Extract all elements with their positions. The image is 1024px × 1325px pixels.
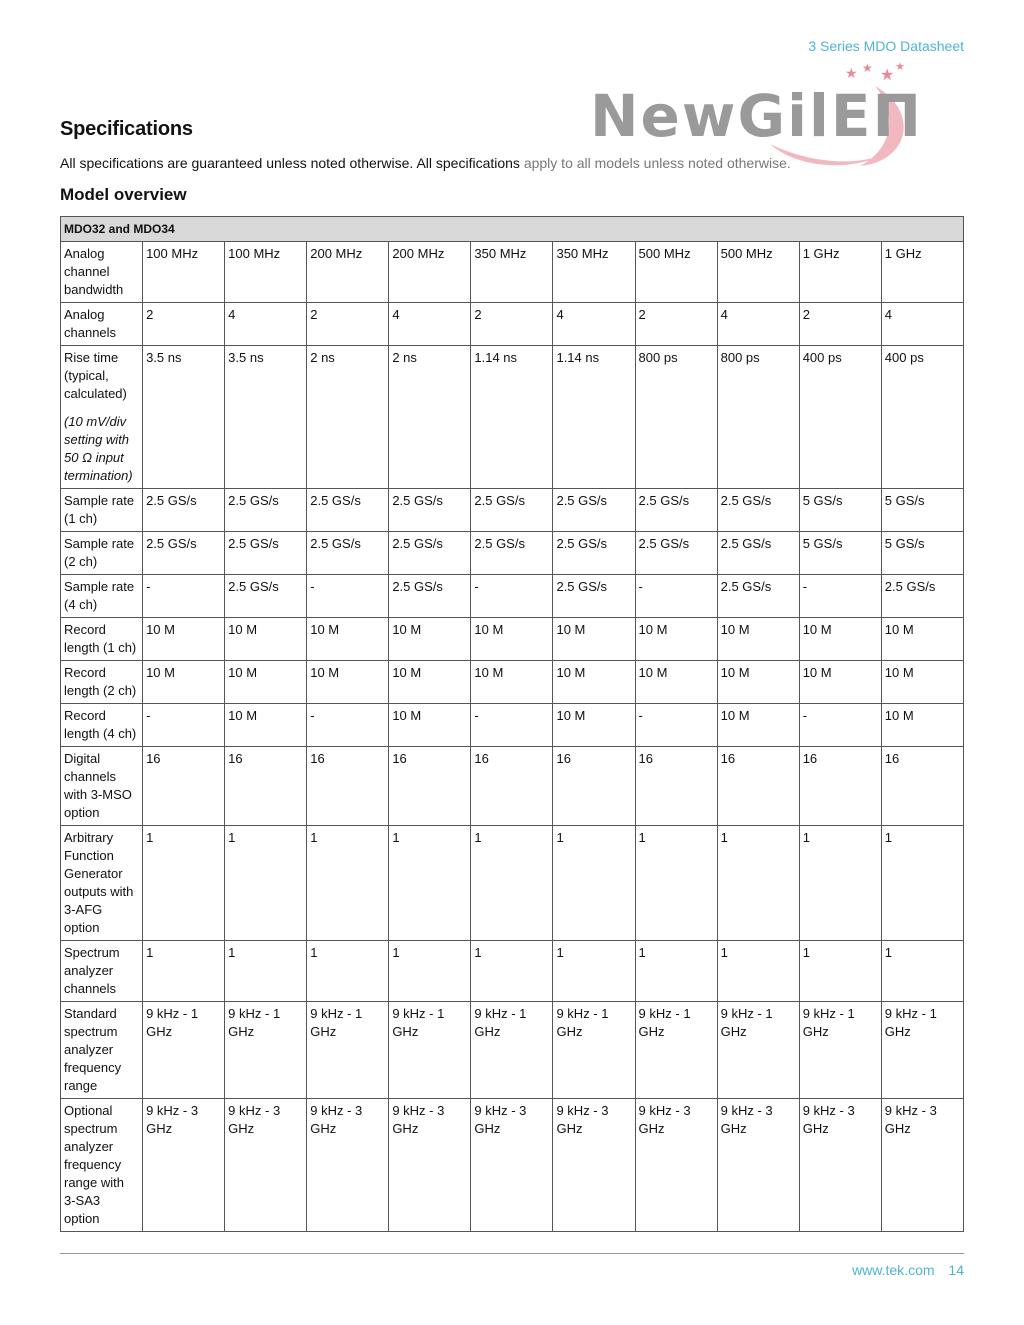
table-cell: 9 kHz - 3 GHz	[881, 1099, 963, 1232]
table-cell: 1	[389, 826, 471, 941]
table-cell: 1	[717, 941, 799, 1002]
table-cell: 9 kHz - 3 GHz	[471, 1099, 553, 1232]
table-cell: 1	[881, 941, 963, 1002]
row-label	[61, 704, 143, 747]
table-cell: 3.5 ns	[143, 346, 225, 489]
page-footer	[852, 1262, 964, 1278]
table-cell: 2.5 GS/s	[635, 532, 717, 575]
table-cell: 10 M	[635, 661, 717, 704]
table-cell: 2.5 GS/s	[389, 489, 471, 532]
subsection-title: Model overview	[60, 185, 187, 204]
table-cell: 1	[307, 941, 389, 1002]
table-row	[61, 242, 964, 303]
table-cell: 800 ps	[635, 346, 717, 489]
table-cell: -	[799, 704, 881, 747]
table-cell: 10 M	[717, 618, 799, 661]
table-row	[61, 1002, 964, 1099]
table-cell: 5 GS/s	[881, 532, 963, 575]
intro-text	[60, 155, 791, 171]
table-cell: 9 kHz - 1 GHz	[143, 1002, 225, 1099]
table-cell: 4	[717, 303, 799, 346]
table-cell: 9 kHz - 3 GHz	[717, 1099, 799, 1232]
row-label-text: Optional spectrum analyzer frequency range with 3-SA3 option	[64, 1103, 124, 1226]
row-label	[61, 747, 143, 826]
table-cell: 5 GS/s	[799, 532, 881, 575]
table-cell: 1	[553, 941, 635, 1002]
row-label-text: Record length (2 ch)	[64, 665, 137, 698]
table-cell: 350 MHz	[553, 242, 635, 303]
row-label-text: Record length (4 ch)	[64, 708, 137, 741]
table-cell: 2.5 GS/s	[553, 489, 635, 532]
table-cell: 500 MHz	[717, 242, 799, 303]
table-cell: 1.14 ns	[553, 346, 635, 489]
table-cell: 9 kHz - 1 GHz	[881, 1002, 963, 1099]
table-cell: 1	[553, 826, 635, 941]
table-cell: 9 kHz - 1 GHz	[225, 1002, 307, 1099]
table-cell: 1 GHz	[799, 242, 881, 303]
table-cell: 4	[389, 303, 471, 346]
table-cell: 10 M	[143, 661, 225, 704]
table-cell: 10 M	[143, 618, 225, 661]
table-cell: 100 MHz	[143, 242, 225, 303]
table-cell: 2.5 GS/s	[471, 532, 553, 575]
table-cell: 10 M	[635, 618, 717, 661]
row-label	[61, 1002, 143, 1099]
table-cell: 10 M	[225, 704, 307, 747]
table-cell: -	[143, 704, 225, 747]
row-label-note: (10 mV/div setting with 50 Ω input termination)	[64, 414, 133, 483]
row-label-text: Digital channels with 3-MSO option	[64, 751, 132, 820]
row-label-text: Arbitrary Function Generator outputs with 3-AFG option	[64, 830, 134, 935]
table-cell: 10 M	[799, 661, 881, 704]
row-label-text: Spectrum analyzer channels	[64, 945, 120, 996]
table-cell: 1	[635, 826, 717, 941]
table-cell: 1	[881, 826, 963, 941]
table-cell: 9 kHz - 1 GHz	[717, 1002, 799, 1099]
table-cell: 9 kHz - 3 GHz	[143, 1099, 225, 1232]
table-cell: 10 M	[389, 704, 471, 747]
table-cell: 1	[799, 941, 881, 1002]
table-cell: -	[307, 575, 389, 618]
table-cell: 16	[471, 747, 553, 826]
row-label	[61, 242, 143, 303]
table-cell: 16	[635, 747, 717, 826]
table-cell: 2 ns	[389, 346, 471, 489]
table-group-header: MDO32 and MDO34	[61, 217, 964, 242]
table-cell: 10 M	[553, 618, 635, 661]
table-cell: 2 ns	[307, 346, 389, 489]
row-label	[61, 575, 143, 618]
svg-text:★: ★	[880, 65, 895, 84]
table-body	[61, 242, 964, 1232]
row-label	[61, 1099, 143, 1232]
table-cell: 1	[307, 826, 389, 941]
table-cell: 16	[307, 747, 389, 826]
table-cell: 1	[717, 826, 799, 941]
svg-text:★: ★	[845, 66, 858, 82]
table-cell: 10 M	[471, 661, 553, 704]
table-cell: 5 GS/s	[881, 489, 963, 532]
row-label	[61, 826, 143, 941]
table-cell: 1	[225, 826, 307, 941]
row-label	[61, 489, 143, 532]
page-number: 14	[948, 1262, 964, 1278]
row-label-text: Sample rate (2 ch)	[64, 536, 135, 569]
table-cell: 9 kHz - 1 GHz	[307, 1002, 389, 1099]
table-row	[61, 704, 964, 747]
row-label-text: Analog channels	[64, 307, 117, 340]
table-cell: 2.5 GS/s	[881, 575, 963, 618]
model-overview-table	[60, 216, 964, 1232]
table-row	[61, 826, 964, 941]
table-cell: 2	[143, 303, 225, 346]
table-cell: 9 kHz - 3 GHz	[799, 1099, 881, 1232]
table-cell: 2	[799, 303, 881, 346]
table-cell: 2.5 GS/s	[225, 575, 307, 618]
table-cell: 16	[225, 747, 307, 826]
table-cell: 9 kHz - 3 GHz	[225, 1099, 307, 1232]
table-cell: 200 MHz	[307, 242, 389, 303]
table-cell: 1	[225, 941, 307, 1002]
table-cell: 2.5 GS/s	[717, 532, 799, 575]
table-cell: 10 M	[225, 661, 307, 704]
intro-text-grey: apply to all models unless noted otherwise.	[519, 155, 791, 171]
table-cell: 1	[389, 941, 471, 1002]
table-cell: 1	[799, 826, 881, 941]
table-row	[61, 941, 964, 1002]
table-cell: 16	[389, 747, 471, 826]
table-cell: 9 kHz - 1 GHz	[799, 1002, 881, 1099]
table-cell: 800 ps	[717, 346, 799, 489]
table-cell: 2.5 GS/s	[553, 575, 635, 618]
table-cell: 10 M	[881, 618, 963, 661]
table-cell: 9 kHz - 1 GHz	[389, 1002, 471, 1099]
row-label-text: Sample rate (1 ch)	[64, 493, 135, 526]
table-cell: 2	[635, 303, 717, 346]
row-label	[61, 303, 143, 346]
table-cell: 16	[553, 747, 635, 826]
table-cell: 10 M	[717, 661, 799, 704]
row-label-text: Rise time (typical, calculated)	[64, 350, 127, 401]
table-cell: 100 MHz	[225, 242, 307, 303]
table-cell: 1	[471, 941, 553, 1002]
table-cell: 400 ps	[881, 346, 963, 489]
row-label-text: Sample rate (4 ch)	[64, 579, 135, 612]
table-cell: 1.14 ns	[471, 346, 553, 489]
table-cell: 2.5 GS/s	[225, 489, 307, 532]
table-cell: 500 MHz	[635, 242, 717, 303]
row-label	[61, 532, 143, 575]
table-cell: 2.5 GS/s	[389, 532, 471, 575]
row-label	[61, 346, 143, 489]
table-cell: 10 M	[881, 661, 963, 704]
table-cell: 2.5 GS/s	[307, 489, 389, 532]
table-cell: 9 kHz - 1 GHz	[635, 1002, 717, 1099]
table-row	[61, 661, 964, 704]
table-cell: 350 MHz	[471, 242, 553, 303]
table-cell: 16	[717, 747, 799, 826]
table-row	[61, 532, 964, 575]
table-row	[61, 575, 964, 618]
table-cell: 2.5 GS/s	[635, 489, 717, 532]
table-cell: 9 kHz - 3 GHz	[389, 1099, 471, 1232]
table-cell: 4	[553, 303, 635, 346]
table-cell: 2.5 GS/s	[307, 532, 389, 575]
table-cell: -	[307, 704, 389, 747]
section-title: Specifications	[60, 118, 193, 140]
table-cell: 2.5 GS/s	[717, 489, 799, 532]
watermark-logo	[590, 56, 940, 166]
table-cell: 16	[881, 747, 963, 826]
table-row	[61, 747, 964, 826]
table-cell: 10 M	[553, 704, 635, 747]
table-cell: 2	[307, 303, 389, 346]
row-label	[61, 941, 143, 1002]
table-row	[61, 346, 964, 489]
table-cell: 1	[143, 826, 225, 941]
table-cell: 9 kHz - 1 GHz	[471, 1002, 553, 1099]
row-label-text: Standard spectrum analyzer frequency range	[64, 1006, 122, 1093]
table-cell: 2.5 GS/s	[389, 575, 471, 618]
table-cell: 10 M	[389, 661, 471, 704]
table-cell: 10 M	[717, 704, 799, 747]
svg-text:★: ★	[895, 60, 905, 73]
table-cell: 2.5 GS/s	[143, 532, 225, 575]
table-cell: 1	[635, 941, 717, 1002]
row-label-text: Record length (1 ch)	[64, 622, 137, 655]
row-label	[61, 618, 143, 661]
table-row	[61, 489, 964, 532]
table-cell: 5 GS/s	[799, 489, 881, 532]
table-cell: 2.5 GS/s	[553, 532, 635, 575]
table-cell: 9 kHz - 1 GHz	[553, 1002, 635, 1099]
table-cell: -	[635, 704, 717, 747]
table-cell: 1 GHz	[881, 242, 963, 303]
table-cell: 1	[471, 826, 553, 941]
table-cell: 2.5 GS/s	[225, 532, 307, 575]
table-cell: 4	[225, 303, 307, 346]
table-cell: 10 M	[553, 661, 635, 704]
table-cell: 10 M	[389, 618, 471, 661]
table-cell: -	[471, 704, 553, 747]
table-cell: 10 M	[307, 618, 389, 661]
svg-text:NewGilEП: NewGilEП	[590, 82, 923, 150]
table-row	[61, 303, 964, 346]
table-row	[61, 1099, 964, 1232]
table-cell: 2.5 GS/s	[471, 489, 553, 532]
table-cell: 10 M	[799, 618, 881, 661]
footer-url[interactable]: www.tek.com	[852, 1262, 935, 1278]
table-cell: 2.5 GS/s	[143, 489, 225, 532]
row-label-text: Analog channel bandwidth	[64, 246, 124, 297]
row-label	[61, 661, 143, 704]
table-cell: -	[799, 575, 881, 618]
table-cell: 200 MHz	[389, 242, 471, 303]
table-cell: 10 M	[881, 704, 963, 747]
table-cell: 3.5 ns	[225, 346, 307, 489]
table-cell: 9 kHz - 3 GHz	[553, 1099, 635, 1232]
table-cell: 400 ps	[799, 346, 881, 489]
intro-text-main: All specifications are guaranteed unless noted otherwise. All specifications	[60, 155, 520, 171]
table-cell: 9 kHz - 3 GHz	[635, 1099, 717, 1232]
table-cell: 16	[799, 747, 881, 826]
table-cell: -	[471, 575, 553, 618]
table-cell: -	[143, 575, 225, 618]
table-row	[61, 618, 964, 661]
table-cell: 2	[471, 303, 553, 346]
table-cell: 1	[143, 941, 225, 1002]
document-title: 3 Series MDO Datasheet	[808, 38, 964, 54]
table-cell: 4	[881, 303, 963, 346]
table-cell: 16	[143, 747, 225, 826]
table-cell: 10 M	[471, 618, 553, 661]
table-cell: 9 kHz - 3 GHz	[307, 1099, 389, 1232]
table-cell: 2.5 GS/s	[717, 575, 799, 618]
table-cell: 10 M	[307, 661, 389, 704]
svg-text:★: ★	[862, 61, 873, 75]
table-cell: 10 M	[225, 618, 307, 661]
footer-divider	[60, 1253, 964, 1254]
table-cell: -	[635, 575, 717, 618]
